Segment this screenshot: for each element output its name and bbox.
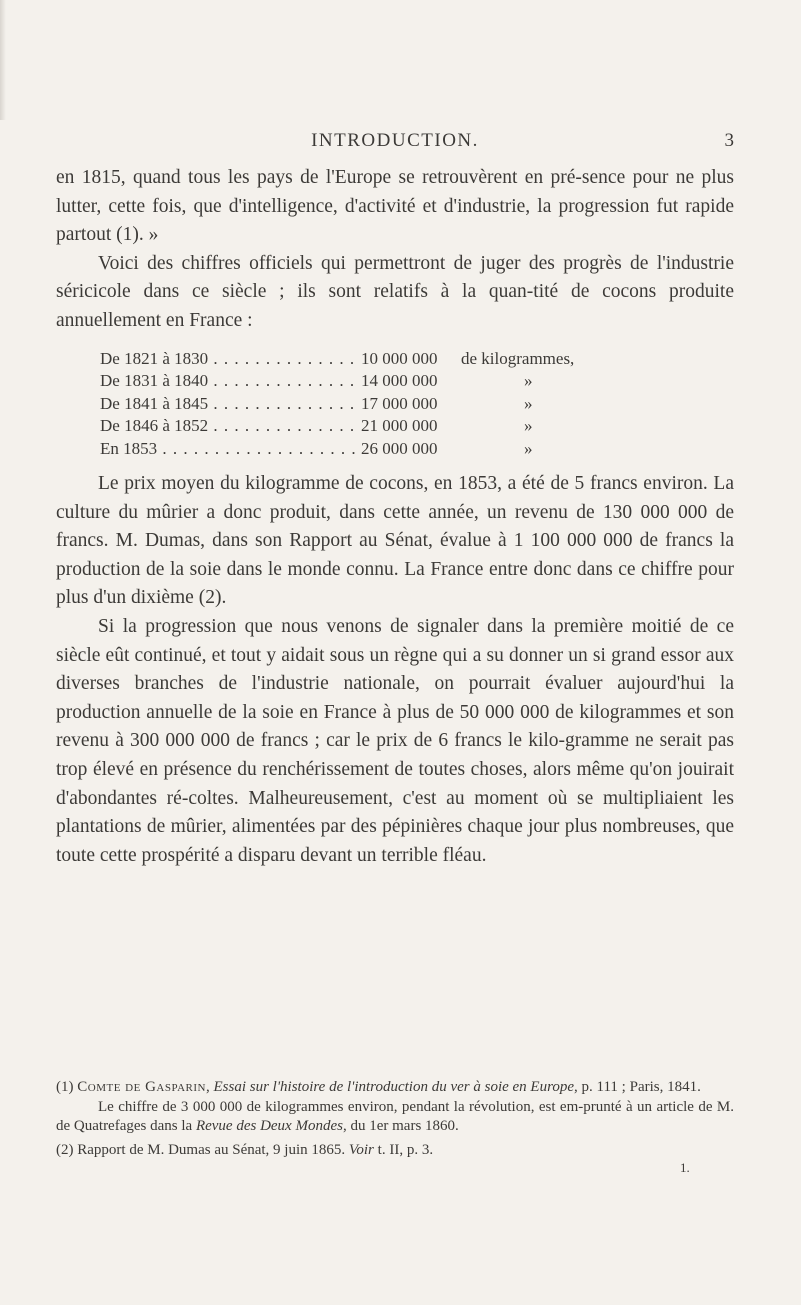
table-ditto: » [524,416,533,436]
footnote-1: (1) Comte de Gasparin, Essai sur l'histoire de l'introduction du ver à soie en Europe, p. 111 ; Paris, 1841. [56,1079,701,1095]
running-title: INTRODUCTION. [311,130,479,151]
table-row [56,393,734,416]
table-ditto: » [524,438,533,458]
footnote-1-note-b: , du 1er mars 1860. [342,1118,459,1134]
table-period: De 1841 à 1845 . . . [100,393,355,416]
table-value: 17 000 000 [361,393,438,416]
footnote-1-journal: Revue des Deux Mondes [195,1118,343,1134]
paragraph-3: Le prix moyen du kilogramme de cocons, en 1853, a été de 5 francs environ. La culture du mûrier a donc produit, dans cette année, un revenu de 130 000 000 de francs. M. Dumas, dans son Rapport au Sénat, évalue à 1 100 000 000 de francs la production de la soie dans le monde connu. La France entre donc dans ce chiffre pour plus d'un dixième (2). [56,473,734,609]
table-row [56,438,734,461]
table-period: De 1831 à 1840 . . . [100,370,355,393]
footnote-2-rest: t. II, p. 3. [373,1141,434,1158]
footnote-1-note-a: Le chiffre de 3 000 000 de kilogrammes environ, pendant la révolution, est em-prunté à un article de M. de Quatrefages dans la [56,1098,734,1134]
footnote-1-marker: (1) [56,1079,74,1095]
table-period: De 1821 à 1830 . . . [100,348,355,371]
footnote-2-marker: (2) [56,1141,74,1158]
table-value: 10 000 000 [361,348,438,371]
paragraph-4: Si la progression que nous venons de signaler dans la première moitié de ce siècle eût continué, et tout y aidait sous un règne qui a su donner un si grand essor aux diverses branches de l'industrie nationale, on pourrait évaluer aujourd'hui la production annuelle de la soie en France à plus de 50 000 000 de kilogrammes et son revenu à 300 000 000 de francs ; car le prix de 6 francs le kilo-gramme ne serait pas trop élevé en présence du renchérissement de toutes choses, alors même qu'on jouirait d'abondantes ré-coltes. Malheureusement, c'est au moment où se multipliaient les plantations de mûrier, alimentées par des pépinières chaque jour plus nombreuses, que toute cette prospérité a disparu devant un terrible fléau. [56,616,734,866]
table-row [56,370,734,393]
footnote-2-voir: Voir [348,1141,374,1158]
body-text [56,164,734,870]
page-number: 3 [724,130,734,151]
page-edge-shadow [0,0,6,120]
table-ditto: » [524,371,533,391]
page-header [56,130,734,154]
table-value: 14 000 000 [361,370,438,393]
footnote-1-note [56,1098,734,1137]
footnote-1-title: Essai sur l'histoire de l'introduction du ver à soie en Europe [213,1079,575,1095]
table-row [56,348,734,371]
footnotes [56,1078,734,1160]
production-table [56,348,734,461]
table-value: 26 000 000 [361,438,438,461]
signature-mark: 1. [680,1160,690,1175]
table-row [56,415,734,438]
paragraph-1: en 1815, quand tous les pays de l'Europe se retrouvèrent en pré-sence pour ne plus lutter, cette fois, que d'intelligence, d'activité et d'industrie, la progression fut rapide partout (1). » [56,167,734,246]
footnote-1-rest: , p. 111 ; Paris, 1841. [574,1079,701,1095]
footnote-2 [56,1141,734,1161]
table-period: En 1853 . . . [100,438,355,461]
table-value: 21 000 000 [361,415,438,438]
paragraph-2: Voici des chiffres officiels qui permettront de juger des progrès de l'industrie séricicole dans ce siècle ; ils sont relatifs à la quan-tité de cocons produite annuellement en France : [56,252,734,331]
footnote-1-author: Comte de Gasparin [77,1079,206,1095]
footnote-2-text: Rapport de M. Dumas au Sénat, 9 juin 1865. [77,1141,349,1158]
table-unit: de kilogrammes, [461,348,575,368]
table-period: De 1846 à 1852 . . . [100,415,355,438]
table-ditto: » [524,393,533,413]
